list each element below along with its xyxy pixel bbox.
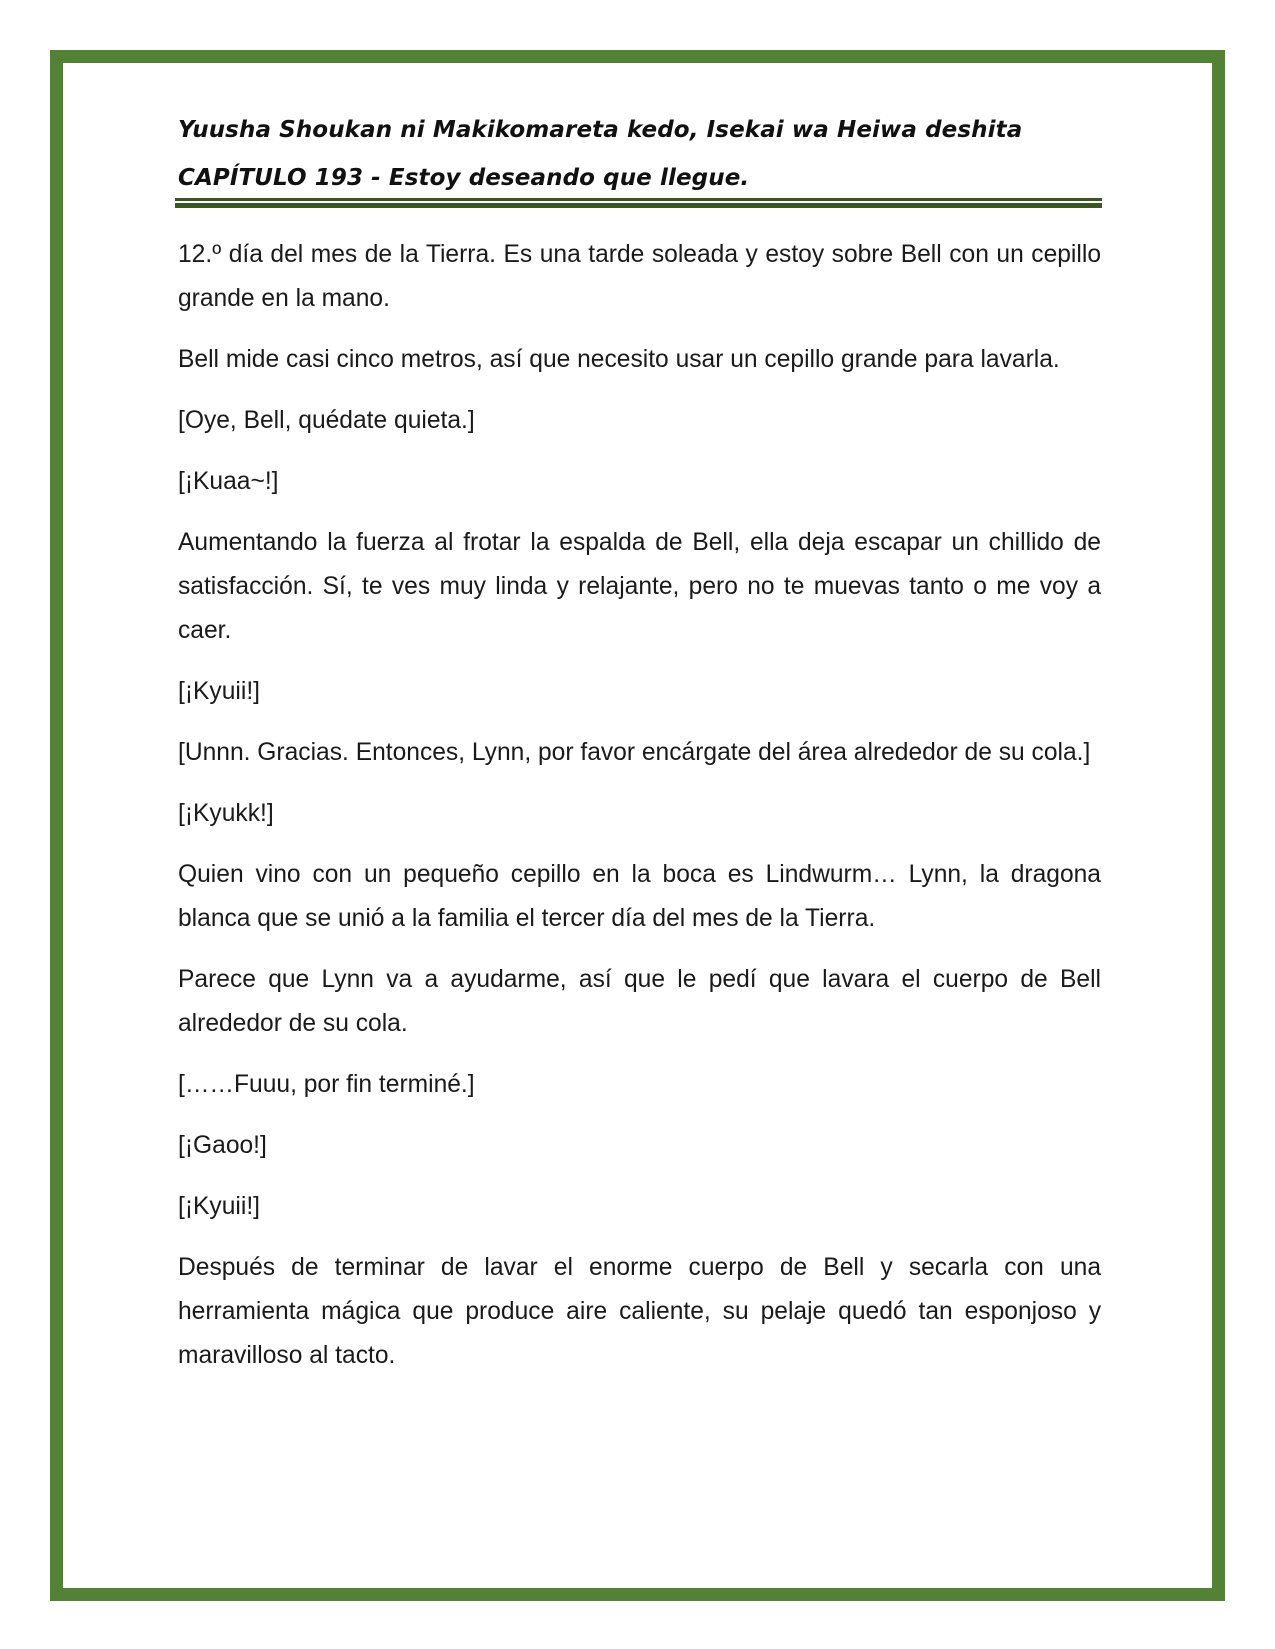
- header-divider-thin-line: [175, 198, 1102, 201]
- dialogue-line: [¡Kyuii!]: [178, 678, 260, 705]
- paragraph: Quien vino con un pequeño cepillo en la boca es Lindwurm… Lynn, la dragona blanca que se unió a la familia el tercer día del mes de la Tierra.: [178, 861, 1101, 932]
- chapter-body: [178, 233, 1101, 1395]
- header-divider-thick-line: [175, 203, 1102, 208]
- dialogue-line: [……Fuuu, por fin terminé.]: [178, 1071, 475, 1098]
- series-title: Yuusha Shoukan ni Makikomareta kedo, Isekai wa Heiwa deshita: [178, 117, 1023, 143]
- dialogue-line: [¡Gaoo!]: [178, 1132, 267, 1159]
- paragraph: 12.º día del mes de la Tierra. Es una tarde soleada y estoy sobre Bell con un cepillo grande en la mano.: [178, 241, 1101, 312]
- paragraph: Bell mide casi cinco metros, así que necesito usar un cepillo grande para lavarla.: [178, 346, 1060, 373]
- dialogue-line: [¡Kuaa~!]: [178, 468, 279, 495]
- dialogue-line: [Unnn. Gracias. Entonces, Lynn, por favor encárgate del área alrededor de su cola.]: [178, 739, 1091, 766]
- header-divider: [175, 198, 1102, 206]
- dialogue-line: [¡Kyukk!]: [178, 800, 274, 827]
- paragraph: Parece que Lynn va a ayudarme, así que le pedí que lavara el cuerpo de Bell alrededor de su cola.: [178, 966, 1101, 1037]
- dialogue-line: [Oye, Bell, quédate quieta.]: [178, 407, 475, 434]
- paragraph: Aumentando la fuerza al frotar la espalda de Bell, ella deja escapar un chillido de satisfacción. Sí, te ves muy linda y relajante, pero no te muevas tanto o me voy a caer.: [178, 529, 1101, 644]
- chapter-title: CAPÍTULO 193 - Estoy deseando que llegue.: [178, 165, 750, 191]
- document-header: [178, 114, 1101, 194]
- dialogue-line: [¡Kyuii!]: [178, 1193, 260, 1220]
- paragraph: Después de terminar de lavar el enorme cuerpo de Bell y secarla con una herramienta mágica que produce aire caliente, su pelaje quedó tan esponjoso y maravilloso al tacto.: [178, 1254, 1101, 1369]
